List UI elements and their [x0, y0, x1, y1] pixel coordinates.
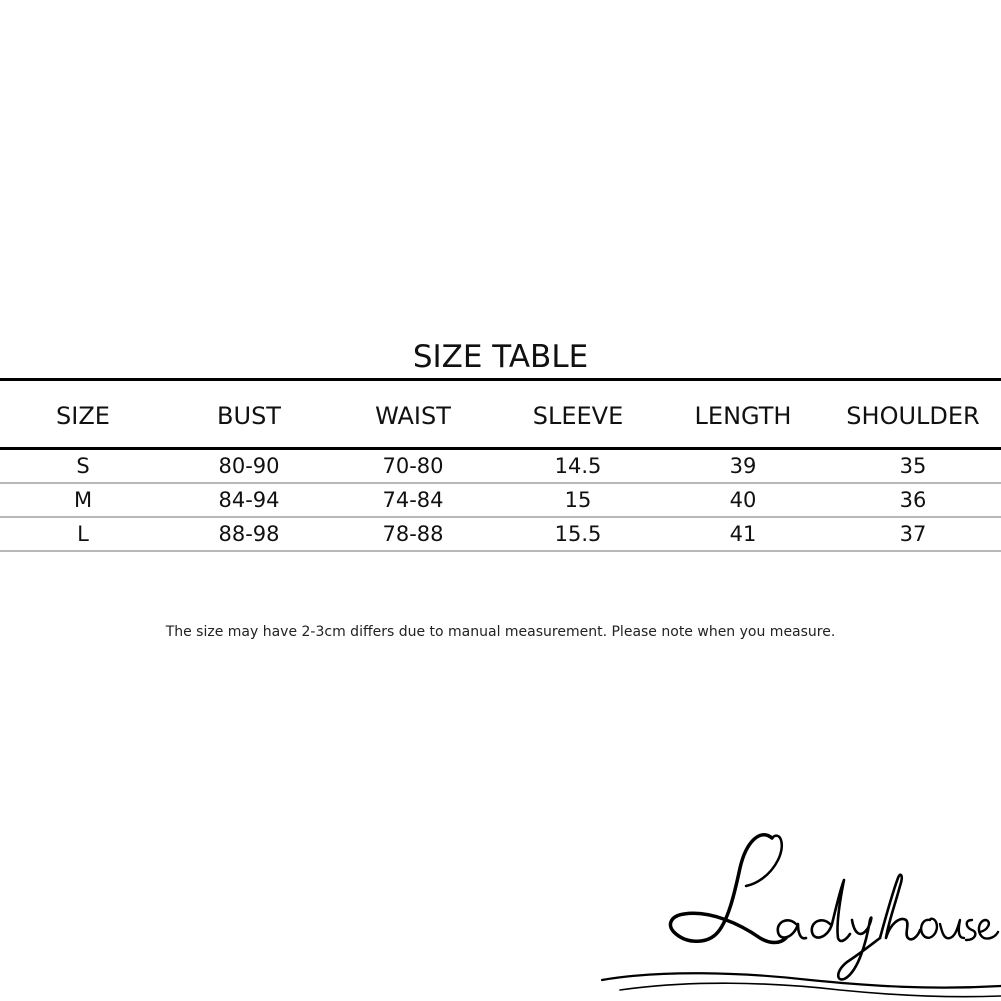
row-divider — [0, 516, 1001, 518]
cell-length: 39 — [729, 454, 757, 478]
row-divider — [0, 550, 1001, 552]
header-bottom-rule — [0, 447, 1001, 450]
cell-bust: 84-94 — [218, 488, 280, 512]
row-divider — [0, 482, 1001, 484]
cell-length: 41 — [729, 522, 757, 546]
cell-length: 40 — [729, 488, 757, 512]
cell-sleeve: 14.5 — [554, 454, 602, 478]
cell-sleeve: 15 — [564, 488, 592, 512]
table-top-rule — [0, 378, 1001, 381]
cell-waist: 74-84 — [382, 488, 444, 512]
cell-size: L — [77, 522, 89, 546]
column-header-sleeve: SLEEVE — [532, 402, 624, 430]
table-title: SIZE TABLE — [412, 339, 589, 375]
column-header-bust: BUST — [217, 402, 281, 430]
column-header-shoulder: SHOULDER — [846, 402, 980, 430]
table-row — [0, 451, 1001, 481]
cell-shoulder: 35 — [899, 454, 927, 478]
cell-size: M — [73, 488, 93, 512]
cell-shoulder: 37 — [899, 522, 927, 546]
table-row — [0, 519, 1001, 549]
cell-waist: 70-80 — [382, 454, 444, 478]
table-row — [0, 485, 1001, 515]
table-header-row — [0, 398, 1001, 434]
column-header-length: LENGTH — [694, 402, 792, 430]
cell-waist: 78-88 — [382, 522, 444, 546]
cell-bust: 80-90 — [218, 454, 280, 478]
measurement-note: The size may have 2-3cm differs due to manual measurement. Please note when you measure. — [165, 624, 836, 640]
column-header-size: SIZE — [56, 402, 110, 430]
cell-bust: 88-98 — [218, 522, 280, 546]
column-header-waist: WAIST — [375, 402, 451, 430]
signature-logo-icon — [600, 820, 1001, 1001]
cell-sleeve: 15.5 — [554, 522, 602, 546]
cell-shoulder: 36 — [899, 488, 927, 512]
cell-size: S — [76, 454, 90, 478]
